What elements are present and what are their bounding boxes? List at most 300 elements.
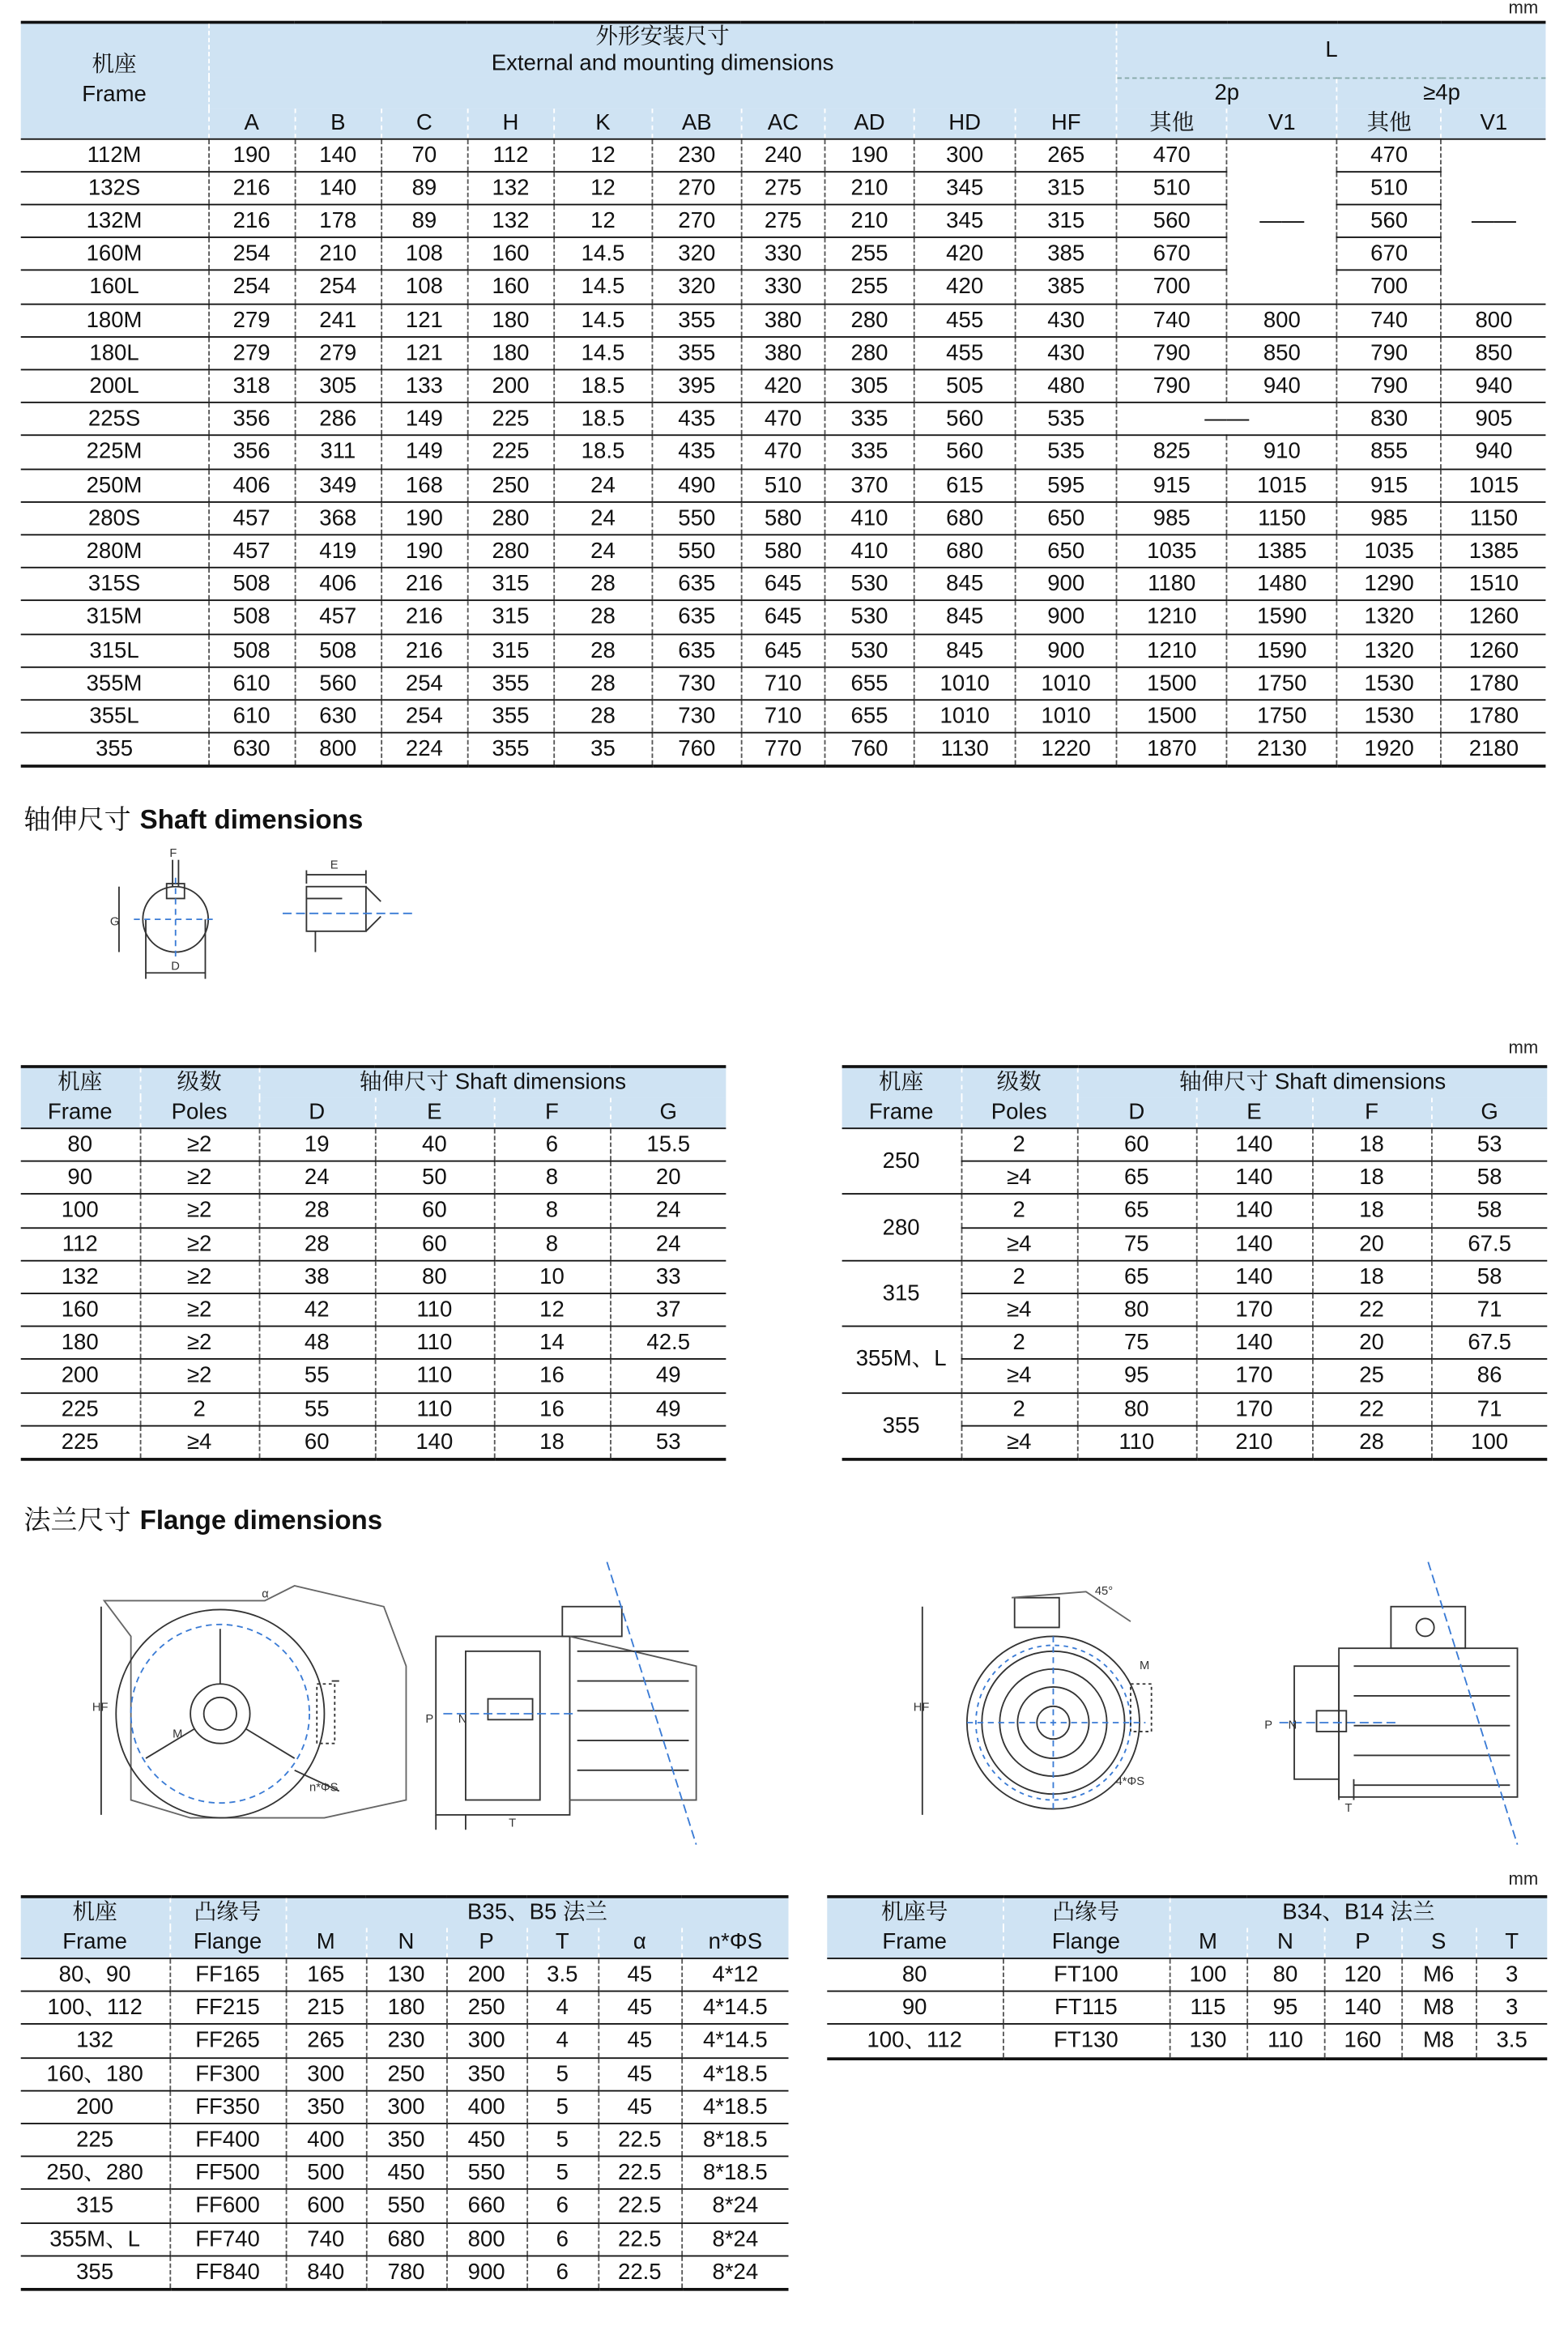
shaft-column-header: G bbox=[610, 1098, 726, 1129]
table-cell: 89 bbox=[381, 204, 468, 237]
shaft-column-header: E bbox=[375, 1098, 494, 1129]
table-cell: 140 bbox=[295, 172, 381, 205]
table-cell: 1180 bbox=[1117, 568, 1227, 601]
table-cell: 28 bbox=[554, 667, 652, 700]
v1-dash-cell: —— bbox=[1442, 138, 1546, 304]
table-cell: 5 bbox=[526, 2057, 598, 2090]
svg-text:T: T bbox=[509, 1817, 517, 1830]
table-cell: 89 bbox=[381, 172, 468, 205]
table-cell: 254 bbox=[208, 271, 295, 304]
table-cell: 406 bbox=[208, 469, 295, 502]
table-cell: 12 bbox=[554, 138, 652, 172]
table-cell: 345 bbox=[914, 172, 1016, 205]
table-cell: 37 bbox=[610, 1293, 726, 1327]
shaft-diagram bbox=[104, 848, 432, 982]
table-cell: 1035 bbox=[1337, 535, 1442, 568]
table-cell: 1780 bbox=[1442, 700, 1546, 733]
table-cell: 110 bbox=[1246, 2025, 1324, 2059]
table-row bbox=[21, 1327, 726, 1360]
table-cell: 760 bbox=[652, 733, 741, 767]
table-cell: 630 bbox=[295, 700, 381, 733]
table-cell: 225S bbox=[21, 403, 209, 436]
table-cell: 535 bbox=[1016, 403, 1117, 436]
table-cell: 200 bbox=[21, 1360, 140, 1393]
table-cell: 149 bbox=[381, 436, 468, 469]
table-cell: 315M bbox=[21, 601, 209, 634]
table-cell: 530 bbox=[824, 634, 914, 667]
column-header-8: HD bbox=[914, 108, 1016, 138]
table-row bbox=[842, 1195, 1548, 1228]
table-row bbox=[21, 1360, 726, 1393]
table-cell: 645 bbox=[741, 601, 824, 634]
table-cell: 985 bbox=[1337, 501, 1442, 535]
table-row bbox=[21, 667, 1546, 700]
table-cell: 406 bbox=[295, 568, 381, 601]
table-cell: 45 bbox=[598, 2090, 681, 2124]
table-cell: 910 bbox=[1227, 436, 1337, 469]
unit-label-flange: mm bbox=[1508, 1868, 1539, 1889]
table-cell: 160M bbox=[21, 237, 209, 271]
table-cell: 165 bbox=[286, 1958, 366, 1992]
table-cell: 1780 bbox=[1442, 667, 1546, 700]
table-row bbox=[21, 337, 1546, 370]
table-cell: 1010 bbox=[1016, 700, 1117, 733]
table-cell: 400 bbox=[446, 2090, 526, 2124]
table-cell: 550 bbox=[652, 535, 741, 568]
table-cell: 470 bbox=[741, 436, 824, 469]
svg-text:T: T bbox=[1344, 1802, 1353, 1816]
table-cell: 1010 bbox=[1016, 667, 1117, 700]
table-cell: 18 bbox=[494, 1425, 610, 1459]
table-cell: 370 bbox=[824, 469, 914, 502]
column-header-1: B bbox=[295, 108, 381, 138]
pole-2p-header: 2p bbox=[1117, 78, 1337, 109]
shaft-section-title: 轴伸尺寸 Shaft dimensions bbox=[23, 804, 364, 835]
table-row bbox=[842, 1260, 1548, 1293]
table-cell: 140 bbox=[1196, 1228, 1312, 1261]
table-cell: 71 bbox=[1431, 1392, 1547, 1425]
table-cell: 75 bbox=[1077, 1327, 1196, 1360]
table-cell: 1150 bbox=[1227, 501, 1337, 535]
table-cell: 178 bbox=[295, 204, 381, 237]
table-cell: 2 bbox=[961, 1392, 1077, 1425]
column-header-7: AD bbox=[824, 108, 914, 138]
table-cell: 160 bbox=[21, 1293, 140, 1327]
table-cell: 254 bbox=[381, 700, 468, 733]
table-cell: 70 bbox=[381, 138, 468, 172]
table-cell: 110 bbox=[375, 1392, 494, 1425]
table-cell: 510 bbox=[741, 469, 824, 502]
table-cell: 4 bbox=[526, 1992, 598, 2025]
table-cell: 140 bbox=[1196, 1327, 1312, 1360]
table-row bbox=[21, 601, 1546, 634]
table-cell: 1290 bbox=[1337, 568, 1442, 601]
table-cell: 615 bbox=[914, 469, 1016, 502]
table-cell: 132 bbox=[21, 1260, 140, 1293]
table-cell: 132M bbox=[21, 204, 209, 237]
table-cell: 560 bbox=[1337, 204, 1442, 237]
table-cell: 600 bbox=[286, 2190, 366, 2223]
flange-column-header: α bbox=[598, 1928, 681, 1958]
table-cell: 270 bbox=[652, 204, 741, 237]
table-cell: 380 bbox=[741, 337, 824, 370]
table-cell: 455 bbox=[914, 337, 1016, 370]
table-cell: M8 bbox=[1401, 2025, 1476, 2059]
table-cell: 12 bbox=[554, 204, 652, 237]
table-cell: 58 bbox=[1431, 1161, 1547, 1195]
table-row bbox=[21, 369, 1546, 403]
table-cell: 255 bbox=[824, 237, 914, 271]
table-cell: 180 bbox=[366, 1992, 446, 2025]
table-cell: 760 bbox=[824, 733, 914, 767]
table-cell: 840 bbox=[286, 2256, 366, 2290]
table-cell: 18 bbox=[1312, 1128, 1431, 1161]
table-cell: 255 bbox=[824, 271, 914, 304]
table-cell: 24 bbox=[259, 1161, 375, 1195]
table-cell: 22 bbox=[1312, 1293, 1431, 1327]
flange-column-header: P bbox=[1324, 1928, 1402, 1958]
pole-4p-header: ≥4p bbox=[1337, 78, 1546, 109]
table-cell: 315 bbox=[1016, 204, 1117, 237]
external-dimensions-table bbox=[21, 21, 1546, 769]
table-cell: 95 bbox=[1246, 1992, 1324, 2025]
table-cell: 470 bbox=[1337, 138, 1442, 172]
table-cell: 790 bbox=[1337, 337, 1442, 370]
shaft-table-right: 机座 Frame 级数 Poles 轴伸尺寸 Shaft dimensions D E F G 250 2 60 140 18 53 ≥4 65 140 18 58 280 2 65 140 18 58 ≥4 75 140 20 67.5 315 2 65 140 18 58 ≥4 80 170 22 71 355M、L 2 75 140 20 67.5 ≥4 95 170 25 86 355 2 80 170 22 71 ≥4 110 210 28 100 bbox=[842, 1065, 1548, 1461]
table-cell: 580 bbox=[741, 535, 824, 568]
table-cell: 80 bbox=[1077, 1392, 1196, 1425]
table-cell: 160 bbox=[1324, 2025, 1402, 2059]
svg-text:α: α bbox=[262, 1587, 269, 1601]
table-cell: 120 bbox=[1324, 1958, 1402, 1992]
table-cell: ≥4 bbox=[961, 1293, 1077, 1327]
table-cell: 845 bbox=[914, 601, 1016, 634]
table-cell: 1015 bbox=[1442, 469, 1546, 502]
table-cell: FF400 bbox=[169, 2124, 285, 2157]
table-cell: 279 bbox=[208, 304, 295, 337]
table-cell: 1385 bbox=[1442, 535, 1546, 568]
table-cell: ≥4 bbox=[140, 1425, 259, 1459]
table-cell: 830 bbox=[1337, 403, 1442, 436]
table-cell: 18 bbox=[1312, 1260, 1431, 1293]
table-cell: 4 bbox=[526, 2025, 598, 2058]
table-cell: 550 bbox=[366, 2190, 446, 2223]
table-cell: 18 bbox=[1312, 1195, 1431, 1228]
table-cell: 16 bbox=[494, 1360, 610, 1393]
table-cell: 160 bbox=[467, 271, 554, 304]
table-cell: 75 bbox=[1077, 1228, 1196, 1261]
table-cell: 1480 bbox=[1227, 568, 1337, 601]
table-cell: 254 bbox=[295, 271, 381, 304]
shaft-column-header: F bbox=[494, 1098, 610, 1129]
table-cell: 368 bbox=[295, 501, 381, 535]
flange-b5-diagram bbox=[87, 1562, 711, 1845]
table-cell: 1260 bbox=[1442, 634, 1546, 667]
table-row bbox=[21, 2190, 789, 2223]
table-cell: 1530 bbox=[1337, 667, 1442, 700]
table-cell: 508 bbox=[208, 568, 295, 601]
table-cell: 6 bbox=[526, 2190, 598, 2223]
table-cell: 22 bbox=[1312, 1392, 1431, 1425]
table-cell: 8 bbox=[494, 1228, 610, 1261]
table-cell: 630 bbox=[208, 733, 295, 767]
table-cell: 110 bbox=[375, 1360, 494, 1393]
table-cell: FF840 bbox=[169, 2256, 285, 2290]
table-cell: 850 bbox=[1442, 337, 1546, 370]
table-cell: 190 bbox=[208, 138, 295, 172]
flange-column-header: T bbox=[1476, 1928, 1547, 1958]
flange-column-header: N bbox=[1246, 1928, 1324, 1958]
table-cell: 450 bbox=[366, 2157, 446, 2190]
table-cell: ≥2 bbox=[140, 1195, 259, 1228]
table-row bbox=[21, 535, 1546, 568]
table-cell: 1500 bbox=[1117, 700, 1227, 733]
table-cell: 419 bbox=[295, 535, 381, 568]
L-header: L bbox=[1117, 23, 1546, 78]
svg-text:M: M bbox=[1139, 1659, 1150, 1672]
table-cell: FT115 bbox=[1003, 1992, 1170, 2025]
table-cell: 200 bbox=[21, 2090, 170, 2124]
table-row bbox=[21, 1195, 726, 1228]
table-cell: 335 bbox=[824, 436, 914, 469]
table-cell: 2130 bbox=[1227, 733, 1337, 767]
table-cell: FF215 bbox=[169, 1992, 285, 2025]
table-cell: 1590 bbox=[1227, 634, 1337, 667]
table-row bbox=[21, 2025, 789, 2058]
table-cell: 435 bbox=[652, 436, 741, 469]
table-cell: 60 bbox=[375, 1195, 494, 1228]
table-cell: 160L bbox=[21, 271, 209, 304]
table-row bbox=[21, 700, 1546, 733]
table-cell: 58 bbox=[1431, 1195, 1547, 1228]
table-cell: 170 bbox=[1196, 1392, 1312, 1425]
table-cell: 58 bbox=[1431, 1260, 1547, 1293]
table-cell: 80 bbox=[375, 1260, 494, 1293]
column-header-9: HF bbox=[1016, 108, 1117, 138]
table-cell: 48 bbox=[259, 1327, 375, 1360]
table-cell: 110 bbox=[375, 1327, 494, 1360]
table-cell: 5 bbox=[526, 2124, 598, 2157]
table-cell: 1750 bbox=[1227, 700, 1337, 733]
table-cell: 275 bbox=[741, 204, 824, 237]
table-row bbox=[21, 1958, 789, 1992]
table-cell: 80 bbox=[827, 1958, 1003, 1992]
table-cell: 35 bbox=[554, 733, 652, 767]
unit-label-top: mm bbox=[1508, 0, 1539, 19]
table-cell: 800 bbox=[446, 2222, 526, 2256]
table-cell: 132 bbox=[21, 2025, 170, 2058]
table-cell: 1385 bbox=[1227, 535, 1337, 568]
table-cell: 1750 bbox=[1227, 667, 1337, 700]
table-cell: 395 bbox=[652, 369, 741, 403]
frame-cell: 315 bbox=[842, 1260, 961, 1327]
table-cell: 730 bbox=[652, 700, 741, 733]
column-header-5: AB bbox=[652, 108, 741, 138]
svg-text:P: P bbox=[1264, 1719, 1273, 1732]
table-cell: 356 bbox=[208, 436, 295, 469]
table-cell: 845 bbox=[914, 634, 1016, 667]
table-cell: 300 bbox=[446, 2025, 526, 2058]
svg-text:M: M bbox=[173, 1727, 183, 1741]
table-cell: 3 bbox=[1476, 1958, 1547, 1992]
table-cell: 180 bbox=[21, 1327, 140, 1360]
table-cell: 14.5 bbox=[554, 337, 652, 370]
table-cell: 140 bbox=[1196, 1128, 1312, 1161]
table-cell: 80 bbox=[1246, 1958, 1324, 1992]
table-cell: FF165 bbox=[169, 1958, 285, 1992]
table-cell: 4*18.5 bbox=[681, 2057, 788, 2090]
table-cell: 216 bbox=[208, 204, 295, 237]
table-row bbox=[827, 1958, 1547, 1992]
svg-text:n*ΦS: n*ΦS bbox=[309, 1781, 339, 1795]
table-cell: 65 bbox=[1077, 1161, 1196, 1195]
table-row bbox=[827, 2025, 1547, 2059]
table-cell: 1260 bbox=[1442, 601, 1546, 634]
table-cell: 80、90 bbox=[21, 1958, 170, 1992]
table-cell: 645 bbox=[741, 568, 824, 601]
table-cell: 24 bbox=[554, 535, 652, 568]
table-cell: 650 bbox=[1016, 535, 1117, 568]
table-cell: 279 bbox=[208, 337, 295, 370]
table-cell: 45 bbox=[598, 2057, 681, 2090]
table-cell: 22.5 bbox=[598, 2157, 681, 2190]
table-cell: 410 bbox=[824, 501, 914, 535]
table-cell: 254 bbox=[208, 237, 295, 271]
table-cell: 18.5 bbox=[554, 403, 652, 436]
table-cell: 457 bbox=[295, 601, 381, 634]
table-cell: 535 bbox=[1016, 436, 1117, 469]
table-row bbox=[21, 403, 1546, 436]
table-row bbox=[21, 138, 1546, 172]
table-cell: 28 bbox=[554, 601, 652, 634]
table-cell: 112 bbox=[21, 1228, 140, 1261]
table-cell: 1870 bbox=[1117, 733, 1227, 767]
table-row bbox=[21, 304, 1546, 337]
table-cell: 6 bbox=[494, 1128, 610, 1161]
table-cell: 4*14.5 bbox=[681, 2025, 788, 2058]
table-cell: 108 bbox=[381, 271, 468, 304]
table-cell: 121 bbox=[381, 337, 468, 370]
table-cell: 300 bbox=[366, 2090, 446, 2124]
table-cell: 265 bbox=[1016, 138, 1117, 172]
table-cell: 530 bbox=[824, 601, 914, 634]
table-cell: 180L bbox=[21, 337, 209, 370]
shaft-column-header: E bbox=[1196, 1098, 1312, 1129]
table-cell: 216 bbox=[381, 568, 468, 601]
table-cell: 350 bbox=[446, 2057, 526, 2090]
table-cell: FF740 bbox=[169, 2222, 285, 2256]
table-cell: 14.5 bbox=[554, 237, 652, 271]
table-cell: 355M bbox=[21, 667, 209, 700]
table-cell: 420 bbox=[914, 271, 1016, 304]
table-cell: 55 bbox=[259, 1360, 375, 1393]
table-cell: 355 bbox=[467, 667, 554, 700]
shaft-column-header: F bbox=[1312, 1098, 1431, 1129]
table-cell: 1130 bbox=[914, 733, 1016, 767]
L-2p-dash-cell: —— bbox=[1117, 403, 1337, 436]
table-cell: 90 bbox=[21, 1161, 140, 1195]
table-cell: 160 bbox=[467, 237, 554, 271]
table-cell: 315 bbox=[467, 568, 554, 601]
table-cell: 140 bbox=[375, 1425, 494, 1459]
table-cell: 355 bbox=[467, 733, 554, 767]
table-cell: 24 bbox=[610, 1195, 726, 1228]
table-cell: 510 bbox=[1337, 172, 1442, 205]
table-cell: 1920 bbox=[1337, 733, 1442, 767]
column-header-4: K bbox=[554, 108, 652, 138]
table-cell: 108 bbox=[381, 237, 468, 271]
table-cell: 595 bbox=[1016, 469, 1117, 502]
flange-column-header: N bbox=[366, 1928, 446, 1958]
table-cell: 286 bbox=[295, 403, 381, 436]
column-header-2: C bbox=[381, 108, 468, 138]
table-cell: 216 bbox=[208, 172, 295, 205]
svg-text:4*ΦS: 4*ΦS bbox=[1115, 1775, 1145, 1789]
table-cell: 210 bbox=[824, 204, 914, 237]
table-cell: 112 bbox=[467, 138, 554, 172]
table-cell: 850 bbox=[1227, 337, 1337, 370]
table-cell: 550 bbox=[446, 2157, 526, 2190]
table-row bbox=[21, 1260, 726, 1293]
table-row bbox=[21, 1392, 726, 1425]
table-cell: 470 bbox=[1117, 138, 1227, 172]
table-cell: 28 bbox=[554, 634, 652, 667]
column-header-12: 其他 bbox=[1337, 108, 1442, 138]
flange-b34-table: 机座号 Frame 凸缘号 Flange B34、B14 法兰 M N P S T 80 FT100 100 80 120 M6 3 90 FT115 115 95 140 M8 3 100、112 FT130 130 110 160 M8 3.5 bbox=[827, 1895, 1547, 2060]
table-cell: 100 bbox=[21, 1195, 140, 1228]
table-cell: 140 bbox=[1196, 1195, 1312, 1228]
table-cell: 560 bbox=[914, 403, 1016, 436]
table-cell: 560 bbox=[914, 436, 1016, 469]
table-cell: 140 bbox=[1324, 1992, 1402, 2025]
table-cell: 216 bbox=[381, 601, 468, 634]
table-cell: 3 bbox=[1476, 1992, 1547, 2025]
table-cell: 240 bbox=[741, 138, 824, 172]
table-cell: 65 bbox=[1077, 1260, 1196, 1293]
table-cell: 305 bbox=[824, 369, 914, 403]
table-cell: 250 bbox=[366, 2057, 446, 2090]
table-row bbox=[842, 1327, 1548, 1360]
flange-column-header: n*ΦS bbox=[681, 1928, 788, 1958]
table-cell: 180 bbox=[467, 337, 554, 370]
table-cell: 900 bbox=[1016, 634, 1117, 667]
table-row bbox=[21, 2256, 789, 2290]
table-cell: 24 bbox=[610, 1228, 726, 1261]
table-cell: 149 bbox=[381, 403, 468, 436]
table-row bbox=[21, 2157, 789, 2190]
svg-text:E: E bbox=[330, 858, 339, 872]
table-cell: 385 bbox=[1016, 271, 1117, 304]
table-cell: 385 bbox=[1016, 237, 1117, 271]
table-cell: 270 bbox=[652, 172, 741, 205]
table-cell: 14.5 bbox=[554, 304, 652, 337]
svg-text:F: F bbox=[169, 846, 177, 860]
table-cell: 80 bbox=[1077, 1293, 1196, 1327]
column-header-3: H bbox=[467, 108, 554, 138]
table-cell: 200L bbox=[21, 369, 209, 403]
table-cell: 19 bbox=[259, 1128, 375, 1161]
table-cell: 320 bbox=[652, 271, 741, 304]
svg-text:P: P bbox=[425, 1713, 434, 1727]
table-row bbox=[21, 1293, 726, 1327]
table-cell: 790 bbox=[1117, 337, 1227, 370]
table-cell: FF350 bbox=[169, 2090, 285, 2124]
table-cell: ≥4 bbox=[961, 1360, 1077, 1393]
flange-column-header: M bbox=[1170, 1928, 1247, 1958]
table-cell: 740 bbox=[1337, 304, 1442, 337]
table-cell: 225 bbox=[467, 403, 554, 436]
table-cell: 254 bbox=[381, 667, 468, 700]
